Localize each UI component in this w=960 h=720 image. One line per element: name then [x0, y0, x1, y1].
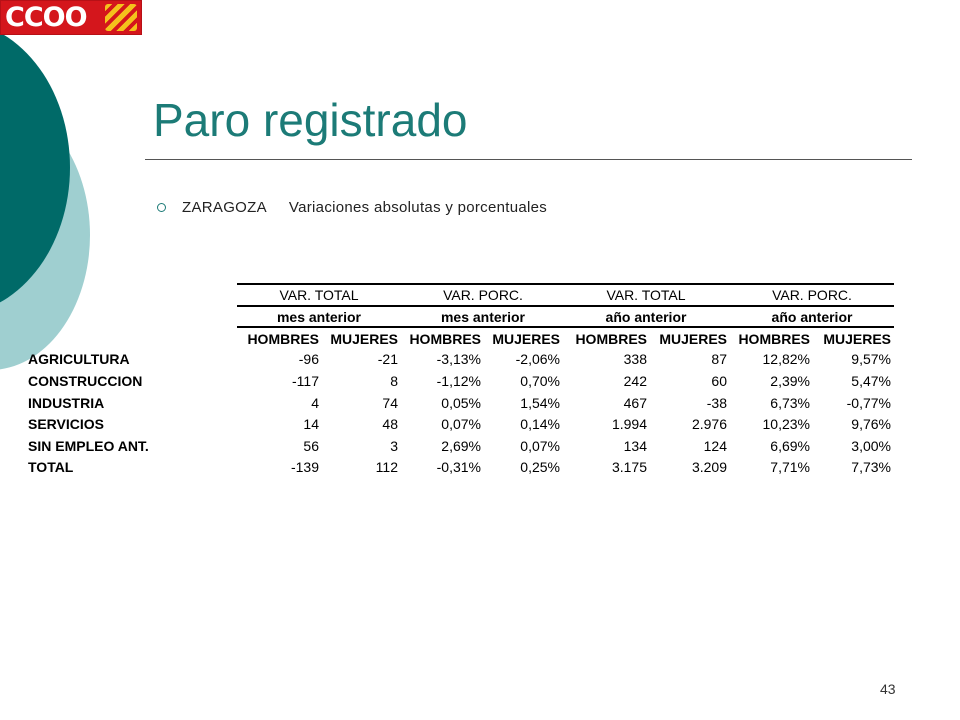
table-cell: 3.175	[611, 459, 647, 475]
table-cell: 124	[703, 438, 727, 454]
table-cell: 0,14%	[520, 416, 560, 432]
table-cell: 10,23%	[762, 416, 810, 432]
table-cell: 56	[303, 438, 319, 454]
table-cell: 242	[623, 373, 647, 389]
table-cell: -0,31%	[436, 459, 481, 475]
column-header: MUJERES	[659, 331, 727, 347]
table-cell: -38	[706, 395, 727, 411]
row-label: CONSTRUCCION	[28, 373, 143, 389]
table-cell: 3	[390, 438, 398, 454]
bullet-city: ZARAGOZA	[182, 199, 267, 216]
table-cell: -21	[377, 351, 398, 367]
table-cell: 9,57%	[851, 351, 891, 367]
table-cell: 467	[623, 395, 647, 411]
table-cell: -139	[290, 459, 319, 475]
group-header: VAR. TOTAL	[279, 287, 359, 303]
table-cell: 0,05%	[441, 395, 481, 411]
period-header: año anterior	[605, 309, 687, 325]
table-cell: -3,13%	[436, 351, 481, 367]
column-header: MUJERES	[823, 331, 891, 347]
row-label: TOTAL	[28, 459, 74, 475]
table-cell: -2,06%	[515, 351, 560, 367]
row-label: SERVICIOS	[28, 416, 104, 432]
column-header: HOMBRES	[409, 331, 481, 347]
table-cell: 338	[623, 351, 647, 367]
group-header: VAR. PORC.	[443, 287, 523, 303]
table-cell: 4	[311, 395, 319, 411]
group-header: VAR. TOTAL	[606, 287, 686, 303]
table-cell: 2,69%	[441, 438, 481, 454]
table-cell: 7,71%	[770, 459, 810, 475]
table-cell: 74	[382, 395, 398, 411]
table-cell: 0,25%	[520, 459, 560, 475]
slide-title: Paro registrado	[153, 94, 468, 146]
table-cell: 0,07%	[520, 438, 560, 454]
table-cell: 3.209	[691, 459, 727, 475]
table-cell: 2.976	[691, 416, 727, 432]
table-cell: 87	[711, 351, 727, 367]
table-cell: 6,69%	[770, 438, 810, 454]
table-cell: 6,73%	[770, 395, 810, 411]
column-header: MUJERES	[492, 331, 560, 347]
period-header: mes anterior	[276, 309, 362, 325]
page-number: 43	[880, 681, 896, 697]
table-cell: 8	[390, 373, 398, 389]
table-cell: 48	[382, 416, 398, 432]
group-header: VAR. PORC.	[772, 287, 852, 303]
table-subheader-rule	[237, 326, 894, 328]
table-top-rule	[237, 283, 894, 285]
table-cell: 0,07%	[441, 416, 481, 432]
table-cell: 3,00%	[851, 438, 891, 454]
period-header: mes anterior	[440, 309, 526, 325]
table-cell: 5,47%	[851, 373, 891, 389]
column-header: HOMBRES	[575, 331, 647, 347]
table-cell: 1,54%	[520, 395, 560, 411]
table-cell: -0,77%	[846, 395, 891, 411]
table-cell: 7,73%	[851, 459, 891, 475]
row-label: SIN EMPLEO ANT.	[28, 438, 149, 454]
row-label: AGRICULTURA	[28, 351, 130, 367]
table-header-rule	[237, 305, 894, 307]
table-cell: 12,82%	[762, 351, 810, 367]
period-header: año anterior	[771, 309, 853, 325]
table-cell: 134	[623, 438, 647, 454]
bullet-description: Variaciones absolutas y porcentuales	[288, 199, 548, 216]
table-cell: 2,39%	[770, 373, 810, 389]
table-cell: 1.994	[611, 416, 647, 432]
column-header: MUJERES	[330, 331, 398, 347]
column-header: HOMBRES	[247, 331, 319, 347]
logo-text: CCOO	[5, 2, 87, 33]
row-label: INDUSTRIA	[28, 395, 105, 411]
table-cell: 0,70%	[520, 373, 560, 389]
table-cell: 14	[303, 416, 319, 432]
table-cell: 9,76%	[851, 416, 891, 432]
table-cell: 60	[711, 373, 727, 389]
table-cell: 112	[375, 459, 398, 475]
table-cell: -1,12%	[436, 373, 481, 389]
column-header: HOMBRES	[738, 331, 810, 347]
table-cell: -117	[292, 373, 319, 389]
table-cell: -96	[298, 351, 319, 367]
